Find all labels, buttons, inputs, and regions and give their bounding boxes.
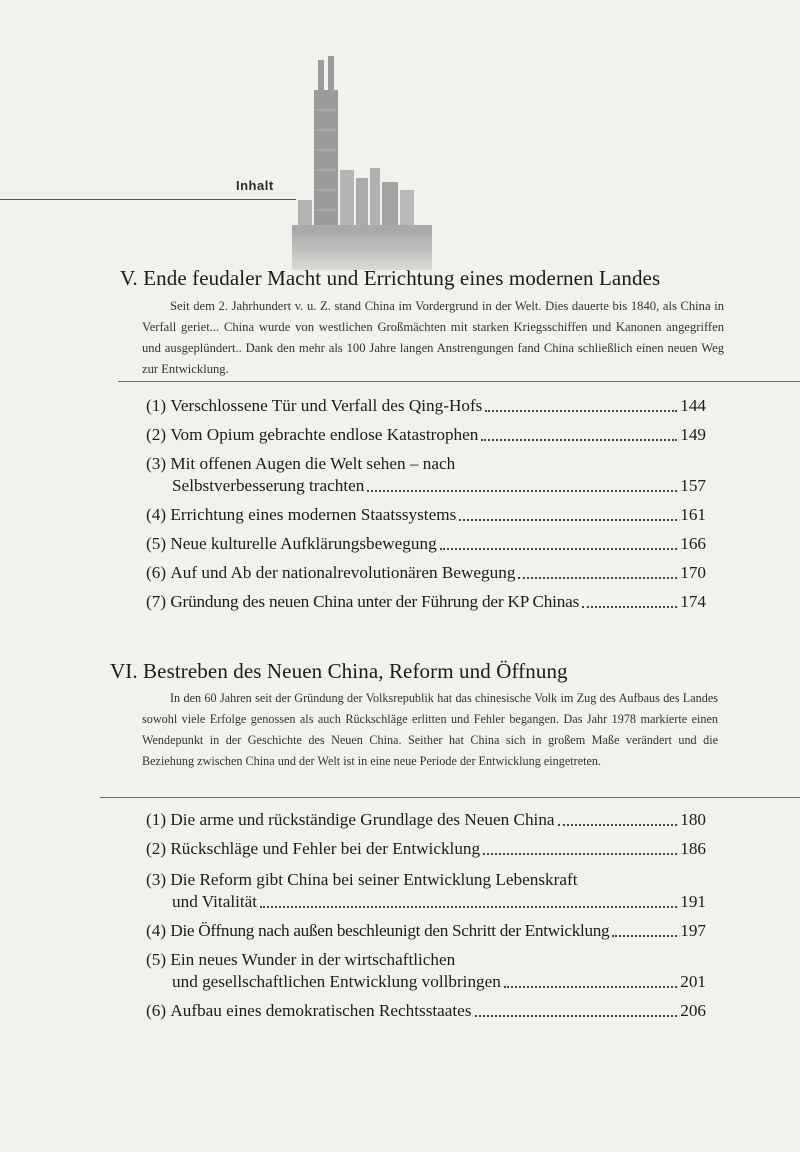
toc-entry[interactable]: (1) Verschlossene Tür und Verfall des Qing-Hofs 144 (146, 396, 706, 415)
dot-leader (260, 906, 677, 908)
page-number: 180 (680, 810, 706, 829)
toc-entry[interactable]: (4) Errichtung eines modernen Staatssystems 161 (146, 505, 706, 524)
toc-entry[interactable]: (5) Neue kulturelle Aufklärungsbewegung 166 (146, 534, 706, 553)
page-number: 206 (680, 1001, 706, 1020)
toc-entry[interactable]: (7) Gründung des neuen China unter der Führung der KP Chinas 174 (146, 592, 706, 611)
section-title: VI. Bestreben des Neuen China, Reform und Öffnung (110, 659, 568, 683)
toc-entry[interactable]: (5) Ein neues Wunder in der wirtschaftlichen und gesellschaftlichen Entwicklung vollbringen 201 (146, 950, 706, 991)
toc-entry[interactable]: (3) Mit offenen Augen die Welt sehen – nach Selbstverbesserung trachten 157 (146, 454, 706, 495)
toc-entry[interactable]: (6) Aufbau eines demokratischen Rechtsstaates 206 (146, 1001, 706, 1020)
dot-leader (612, 935, 677, 937)
page-number: 144 (680, 396, 706, 415)
page-number: 161 (680, 505, 706, 524)
city-skyline-image (292, 50, 432, 290)
toc-entry[interactable]: (6) Auf und Ab der nationalrevolutionären Bewegung 170 (146, 563, 706, 582)
page-number: 149 (680, 425, 706, 444)
dot-leader (475, 1015, 678, 1017)
dot-leader (558, 824, 678, 826)
section-rule (100, 797, 800, 798)
running-header: Inhalt (236, 178, 274, 193)
page-number: 186 (680, 839, 706, 858)
dot-leader (485, 410, 677, 412)
toc-entry[interactable]: (4) Die Öffnung nach außen beschleunigt den Schritt der Entwicklung 197 (146, 921, 706, 940)
page-number: 191 (680, 892, 706, 911)
dot-leader (504, 986, 677, 988)
page-number: 201 (680, 972, 706, 991)
page-number: 197 (680, 921, 706, 940)
page-number: 157 (680, 476, 706, 495)
dot-leader (481, 439, 677, 441)
dot-leader (483, 853, 677, 855)
dot-leader (459, 519, 677, 521)
section-description: Seit dem 2. Jahrhundert v. u. Z. stand China im Vordergrund in der Welt. Dies dauerte bis 1840, als China in Verfall geriet... China wurde von westlichen Großmächten mit starken Kriegsschiffen und Kanonen angegriffen und ausgeplündert.. Dank den mehr als 100 Jahre langen Anstrengungen fand China schließlich einen neuen Weg zur Entwicklung. (142, 299, 724, 376)
page-number: 170 (680, 563, 706, 582)
page-number: 174 (680, 592, 706, 611)
page-number: 166 (680, 534, 706, 553)
toc-entry[interactable]: (2) Rückschläge und Fehler bei der Entwicklung 186 (146, 839, 706, 858)
header-rule (0, 199, 296, 200)
dot-leader (367, 490, 677, 492)
dot-leader (440, 548, 678, 550)
dot-leader (582, 606, 677, 608)
toc-list (146, 810, 706, 1021)
toc-entry[interactable]: (2) Vom Opium gebrachte endlose Katastrophen 149 (146, 425, 706, 444)
section-description: In den 60 Jahren seit der Gründung der Volksrepublik hat das chinesische Volk im Zug des Aufbaus des Landes sowohl viele Erfolge genossen als auch Rückschläge erlitten und Fehler begangen. Das Jahr 1978 markierte einen Wendepunkt in der Geschichte des Neuen China. Seither hat China sich in großem Maße verändert und die Beziehung zwischen China und der Welt ist in eine neue Periode der Entwicklung eingetreten. (142, 691, 718, 768)
section-rule (118, 381, 800, 382)
section-title: V. Ende feudaler Macht und Errichtung eines modernen Landes (120, 266, 661, 290)
dot-leader (518, 577, 677, 579)
toc-entry[interactable]: (1) Die arme und rückständige Grundlage des Neuen China 180 (146, 810, 706, 829)
toc-list (146, 396, 706, 612)
toc-entry[interactable]: (3) Die Reform gibt China bei seiner Entwicklung Lebenskraft und Vitalität 191 (146, 870, 706, 911)
